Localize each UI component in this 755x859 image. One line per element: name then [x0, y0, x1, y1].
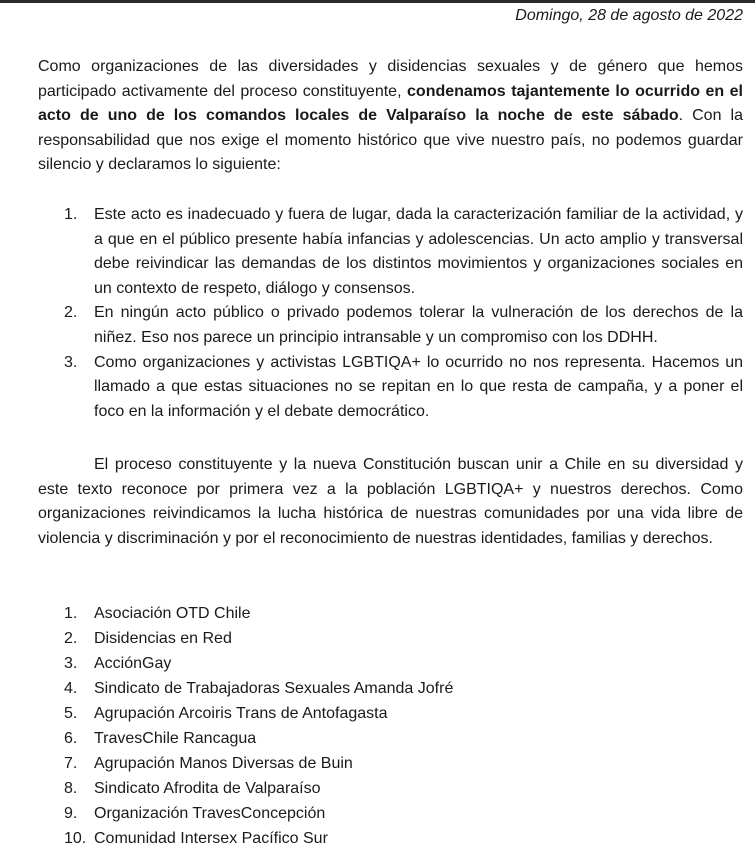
organization-number: 3. [64, 655, 78, 672]
point-text: Como organizaciones y activistas LGBTIQA+ lo ocurrido no nos representa. Hacemos un llamado a que estas situaciones no se repitan en lo que resta de campaña, y a poner el foco en la información y el debate democrático. [94, 353, 743, 420]
organization-number: 8. [64, 780, 78, 797]
intro-text-start: Como organizaciones de las diversidades y disidencias sexuales y de género que hemos participado activamente del proceso constituyente, [38, 58, 743, 100]
organization-name: TravesChile Rancagua [94, 730, 257, 747]
organizations-list [38, 601, 743, 851]
point-text: Este acto es inadecuado y fuera de lugar, dada la caracterización familiar de la actividad, y a que en el público presente había infancias y adolescencias. Un acto amplio y transversal debe reivindicar las demandas de los distintos movimientos y organizaciones sociales en un contexto de respeto, diálogo y consensos. [94, 206, 743, 297]
organization-number: 9. [64, 805, 78, 822]
declaration-point [38, 203, 743, 301]
organization-name: Agrupación Manos Diversas de Buin [94, 755, 353, 772]
document-date: Domingo, 28 de agosto de 2022 [515, 7, 743, 24]
organization-item [38, 801, 743, 826]
organization-item [38, 751, 743, 776]
intro-bold-statement: condenamos tajantemente lo ocurrido en el acto de uno de los comandos locales de Valparaíso la noche de este sábado [38, 82, 744, 125]
organization-item [38, 726, 743, 751]
organization-name: Sindicato de Trabajadoras Sexuales Amanda Jofré [94, 680, 454, 697]
point-number: 3. [64, 353, 78, 371]
point-text: En ningún acto público o privado podemos tolerar la vulneración de los derechos de la niñez. Eso nos parece un principio intransable y un compromiso con los DDHH. [94, 304, 743, 346]
declaration-point [38, 301, 743, 350]
organization-item [38, 601, 743, 626]
declaration-points-list [38, 203, 743, 424]
point-number: 1. [64, 206, 78, 223]
organization-name: Comunidad Intersex Pacífico Sur [94, 830, 328, 847]
declaration-point [38, 351, 743, 425]
organization-name: Disidencias en Red [94, 630, 232, 647]
organization-item [38, 826, 743, 851]
organization-item [38, 776, 743, 801]
organization-number: 5. [64, 705, 78, 722]
intro-paragraph [38, 55, 743, 178]
organization-name: AcciónGay [94, 655, 172, 672]
organization-item [38, 626, 743, 651]
organization-number: 6. [64, 730, 78, 747]
organization-number: 2. [64, 630, 78, 647]
organization-name: Sindicato Afrodita de Valparaíso [94, 780, 321, 797]
intro-text-end: . Con la responsabilidad que nos exige el momento histórico que vive nuestro país, no podemos guardar silencio y declaramos lo siguiente: [38, 107, 743, 174]
point-number: 2. [64, 304, 78, 322]
organization-item [38, 651, 743, 676]
organization-item [38, 701, 743, 726]
closing-paragraph: El proceso constituyente y la nueva Constitución buscan unir a Chile en su diversidad y este texto reconoce por primera vez a la población LGBTIQA+ y nuestros derechos. Como organizaciones reivindicamos la lucha histórica de nuestras comunidades por una vida libre de violencia y discriminación y por el reconocimiento de nuestras identidades, familias y derechos. [38, 456, 743, 547]
organization-name: Organización TravesConcepción [94, 805, 326, 822]
organization-item [38, 676, 743, 701]
organization-number: 10. [64, 830, 87, 847]
organization-number: 1. [64, 605, 78, 622]
organization-number: 4. [64, 680, 78, 697]
organization-name: Asociación OTD Chile [94, 605, 251, 622]
organization-name: Agrupación Arcoiris Trans de Antofagasta [94, 705, 388, 722]
organization-number: 7. [64, 755, 78, 772]
